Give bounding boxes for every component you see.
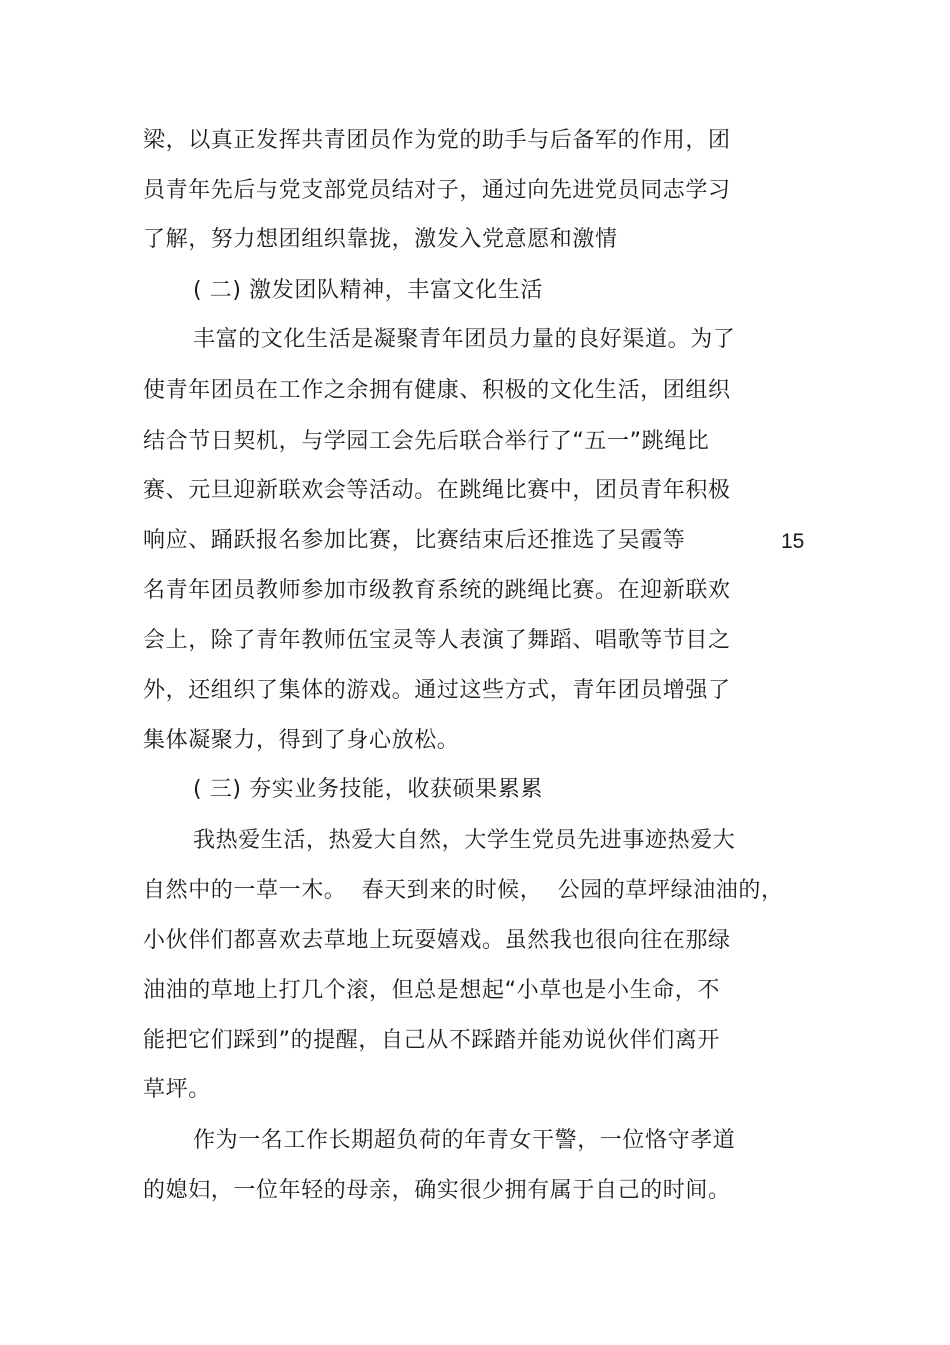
margin-number: 15 <box>781 530 805 553</box>
text-line-9: 响应、踊跃报名参加比赛，比赛结束后还推选了吴霞等 <box>143 528 686 553</box>
text-line-2: 员青年先后与党支部党员结对子，通过向先进党员同志学习 <box>143 178 731 203</box>
text-line-3: 了解，努力想团组织靠拢，激发入党意愿和激情 <box>143 227 618 252</box>
text-line-13: 集体凝聚力，得到了身心放松。 <box>143 728 460 753</box>
text-line-16: 自然中的一草一木。 春天到来的时候， 公园的草坪绿油油的， <box>143 878 784 903</box>
text-line-10: 名青年团员教师参加市级教育系统的跳绳比赛。在迎新联欢 <box>143 578 731 603</box>
text-line-12: 外，还组织了集体的游戏。通过这些方式，青年团员增强了 <box>143 678 731 703</box>
text-line-7: 结合节日契机，与学园工会先后联合举行了“五一”跳绳比 <box>143 429 710 454</box>
text-line-22: 的媳妇，一位年轻的母亲，确实很少拥有属于自己的时间。 <box>143 1178 731 1203</box>
text-line-18: 油油的草地上打几个滚，但总是想起“小草也是小生命，不 <box>143 978 720 1003</box>
text-line-11: 会上，除了青年教师伍宝灵等人表演了舞蹈、唱歌等节目之 <box>143 628 731 653</box>
text-line-6: 使青年团员在工作之余拥有健康、积极的文化生活，团组织 <box>143 378 731 403</box>
section-heading-2: ( 二) 激发团队精神，丰富文化生活 <box>193 278 543 303</box>
text-line-15: 我热爱生活，热爱大自然，大学生党员先进事迹热爱大 <box>193 828 736 853</box>
text-line-5: 丰富的文化生活是凝聚青年团员力量的良好渠道。为了 <box>193 327 736 352</box>
text-line-21: 作为一名工作长期超负荷的年青女干警，一位恪守孝道 <box>193 1128 736 1153</box>
text-line-8: 赛、元旦迎新联欢会等活动。在跳绳比赛中，团员青年积极 <box>143 478 731 503</box>
text-line-19: 能把它们踩到”的提醒，自己从不踩踏并能劝说伙伴们离开 <box>143 1028 720 1053</box>
text-line-17: 小伙伴们都喜欢去草地上玩耍嬉戏。虽然我也很向往在那绿 <box>143 928 731 953</box>
section-heading-3: ( 三) 夯实业务技能，收获硕果累累 <box>193 777 543 802</box>
text-line-1: 梁，以真正发挥共青团员作为党的助手与后备军的作用，团 <box>143 128 731 153</box>
text-line-20: 草坪。 <box>143 1077 211 1102</box>
